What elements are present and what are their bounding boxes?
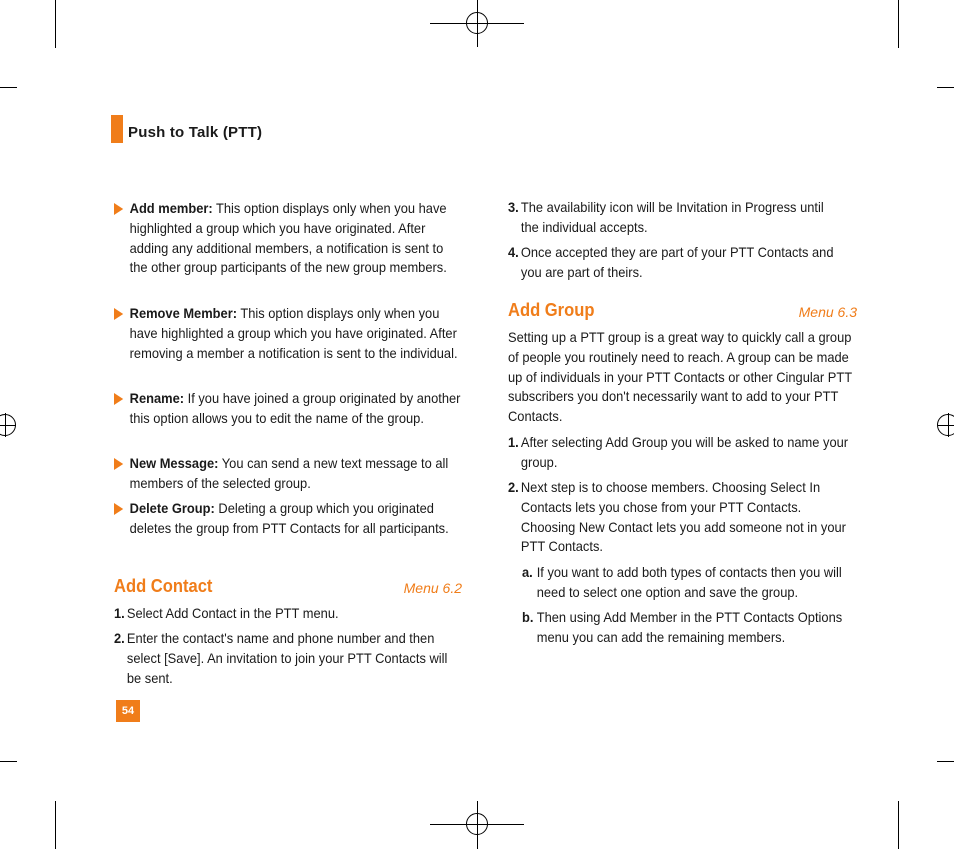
add-contact-heading: Add Contact	[114, 576, 213, 596]
step-letter: a.	[522, 564, 533, 580]
step-text: Select Add Contact in the PTT menu.	[126, 605, 339, 621]
step-text: Next step is to choose members. Choosing Select In Contacts lets you chose from your PTT Contacts. Choosing New Contact lets you add someone not in your PTT Contacts.	[520, 479, 846, 555]
step-text: Enter the contact's name and phone number and then select [Save]. An invitation to join your PTT Contacts will be sent.	[126, 630, 448, 686]
bullet-label: Rename:	[129, 390, 185, 406]
add-group-heading: Add Group	[508, 300, 595, 320]
step-text: If you want to add both types of contacts then you will need to select one option and save the group.	[536, 564, 842, 600]
crop-mark	[898, 0, 899, 48]
step-text: Then using Add Member in the PTT Contacts Options menu you can add the remaining members.	[536, 609, 843, 645]
step-number: 1.	[508, 434, 519, 450]
arrow-bullet-icon	[114, 308, 123, 320]
bullet-label: Add member:	[129, 200, 213, 216]
crop-mark	[937, 761, 954, 762]
section-accent-bar	[111, 115, 123, 143]
step-number: 1.	[114, 605, 125, 621]
step-text: After selecting Add Group you will be asked to name your group.	[520, 434, 849, 470]
bullet-text: Deleting a group which you originated deletes the group from PTT Contacts for all participants.	[129, 500, 449, 536]
bullet-text: If you have joined a group originated by another this option allows you to edit the name of the group.	[129, 390, 461, 426]
arrow-bullet-icon	[114, 203, 123, 215]
step-number: 3.	[508, 199, 519, 215]
section-title: Push to Talk (PTT)	[128, 124, 263, 141]
step-number: 4.	[508, 244, 519, 260]
add-group-menu-ref: Menu 6.3	[798, 304, 857, 320]
crop-mark	[937, 87, 954, 88]
add-group-intro: Setting up a PTT group is a great way to quickly call a group of people you routinely need to reach. A group can be made up of individuals in your PTT Contacts or other Cingular PTT subscribers you don't necessarily want to add to your PTT Contacts.	[508, 329, 852, 425]
crop-mark	[55, 0, 56, 48]
arrow-bullet-icon	[114, 393, 123, 405]
arrow-bullet-icon	[114, 503, 123, 515]
bullet-label: New Message:	[129, 455, 219, 471]
step-number: 2.	[508, 479, 519, 495]
step-text: Once accepted they are part of your PTT Contacts and you are part of theirs.	[520, 244, 834, 280]
bullet-text: This option displays only when you have highlighted a group which you have originated. After adding any additional members, a notification is sent to the other group participants of the new group members.	[129, 200, 447, 276]
crop-mark	[0, 87, 17, 88]
step-letter: b.	[522, 609, 534, 625]
page-number: 54	[116, 700, 140, 722]
crop-mark	[898, 801, 899, 849]
crop-mark	[55, 801, 56, 849]
add-contact-menu-ref: Menu 6.2	[403, 580, 462, 596]
bullet-text: This option displays only when you have highlighted a group which you have originated. After removing a member a notification is sent to the individual.	[129, 305, 458, 361]
step-number: 2.	[114, 630, 125, 646]
step-text: The availability icon will be Invitation in Progress until the individual accepts.	[520, 199, 824, 235]
bullet-label: Remove Member:	[129, 305, 238, 321]
arrow-bullet-icon	[114, 458, 123, 470]
crop-mark	[0, 761, 17, 762]
bullet-text: You can send a new text message to all members of the selected group.	[129, 455, 449, 491]
bullet-label: Delete Group:	[129, 500, 215, 516]
